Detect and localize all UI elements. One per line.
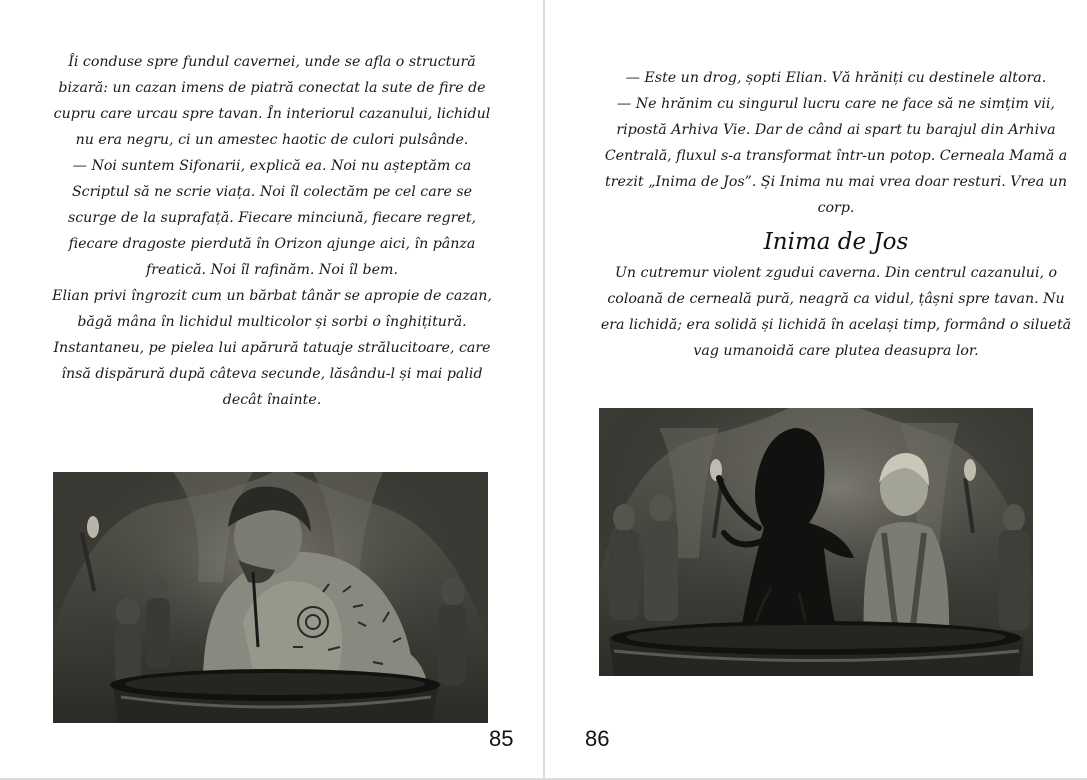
illustration-ink-creature-rising xyxy=(599,408,1033,676)
paragraph: Elian privi îngrozit cum un bărbat tânăr se apropie de cazan, băgă mâna în lichidul multicolor și sorbi o înghițitură. Instantaneu, pe pielea lui apărură tatuaje strălucitoare, care însă dispărură după câteva secunde, lăsându-l și mai palid decât înainte. xyxy=(52,288,492,408)
right-page-text-top xyxy=(595,65,1077,221)
page-number: 85 xyxy=(489,726,514,751)
engraving-ink-creature xyxy=(599,408,1033,676)
paragraph: Un cutremur violent zgudui caverna. Din centrul cazanului, o coloană de cerneală pură, neagră ca vidul, țâșni spre tavan. Nu era lichidă; era solidă și lichidă în același timp, formând o siluetă vag umanoidă care plutea deasupra lor. xyxy=(600,265,1072,359)
paragraph: Îi conduse spre fundul cavernei, unde se afla o structură bizară: un cazan imens de piatră conectat la sute de fire de cupru care urcau spre tavan. În interiorul cazanului, lichidul nu era negru, ci un amestec haotic de culori pulsânde. xyxy=(53,54,491,148)
paragraph: — Este un drog, șopti Elian. Vă hrăniți cu destinele altora. xyxy=(625,70,1047,86)
illustration-man-drinking-from-cauldron xyxy=(53,472,488,723)
right-page xyxy=(545,0,1087,778)
left-page-text xyxy=(52,49,492,413)
right-page-text-bottom xyxy=(595,260,1077,364)
chapter-title: Inima de Jos xyxy=(763,229,909,255)
page-number: 86 xyxy=(585,726,610,751)
left-page xyxy=(0,0,543,778)
paragraph: — Ne hrănim cu singurul lucru care ne face să ne simțim vii, ripostă Arhiva Vie. Dar de când ai spart tu barajul din Arhiva Centrală, fluxul s-a transformat într-un potop. Cerneala Mamă a trezit „Inima de Jos”. Și Inima nu mai vrea doar resturi. Vrea un corp. xyxy=(604,96,1068,216)
paragraph: — Noi suntem Sifonarii, explică ea. Noi nu așteptăm ca Scriptul să ne scrie viața. Noi îl colectăm pe cel care se scurge de la suprafață. Fiecare minciună, fiecare regret, fiecare dragoste pierdută în Orizon ajunge aici, în pânza freatică. Noi îl rafinăm. Noi îl bem. xyxy=(67,158,477,278)
engraving-drinker xyxy=(53,472,488,723)
